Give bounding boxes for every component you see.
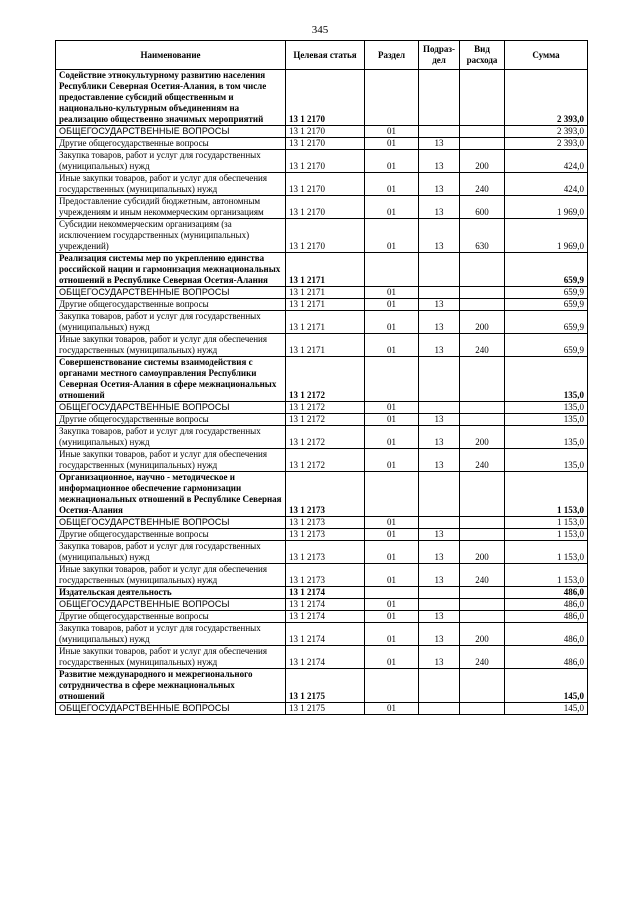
row-name-cell: Организационное, научно - методическое и информационное обеспечение гармонизации межнациональных отношений в Республике Северная Осетия-Алания	[56, 472, 286, 517]
row-code-cell: 13 1 2174	[286, 587, 365, 599]
row-subsection-cell	[419, 402, 460, 414]
budget-table	[55, 40, 588, 715]
row-expense-type-cell: 240	[460, 646, 505, 669]
row-sum-cell: 424,0	[505, 173, 588, 196]
row-expense-type-cell	[460, 472, 505, 517]
row-sum-cell: 486,0	[505, 599, 588, 611]
row-subsection-cell: 13	[419, 611, 460, 623]
row-name-cell: Иные закупки товаров, работ и услуг для обеспечения государственных (муниципальных) нужд	[56, 173, 286, 196]
row-expense-type-cell	[460, 669, 505, 703]
row-subsection-cell: 13	[419, 138, 460, 150]
table-row	[56, 70, 588, 126]
row-subsection-cell	[419, 287, 460, 299]
table-row	[56, 311, 588, 334]
table-row	[56, 541, 588, 564]
row-expense-type-cell: 240	[460, 564, 505, 587]
row-name-cell: Реализация системы мер по укреплению единства российской нации и гармонизация межнациональных отношений в Республике Северная Осетия-Алания	[56, 253, 286, 287]
table-row	[56, 472, 588, 517]
row-code-cell: 13 1 2170	[286, 219, 365, 253]
row-section-cell	[365, 472, 419, 517]
row-sum-cell: 1 153,0	[505, 541, 588, 564]
row-name-cell: Развитие международного и межрегионального сотрудничества в сфере межнациональных отношений	[56, 669, 286, 703]
row-sum-cell: 1 153,0	[505, 564, 588, 587]
row-expense-type-cell: 200	[460, 623, 505, 646]
row-section-cell: 01	[365, 564, 419, 587]
row-section-cell: 01	[365, 126, 419, 138]
row-name-cell: Издательская деятельность	[56, 587, 286, 599]
row-code-cell: 13 1 2171	[286, 334, 365, 357]
row-subsection-cell: 13	[419, 150, 460, 173]
row-code-cell: 13 1 2170	[286, 196, 365, 219]
row-expense-type-cell: 200	[460, 426, 505, 449]
table-row	[56, 138, 588, 150]
row-name-cell: Совершенствование системы взаимодействия с органами местного самоуправления Республики Северная Осетия-Алания в сфере межнациональных отношений	[56, 357, 286, 402]
row-sum-cell: 135,0	[505, 426, 588, 449]
row-section-cell: 01	[365, 299, 419, 311]
row-code-cell: 13 1 2173	[286, 517, 365, 529]
table-row	[56, 253, 588, 287]
row-name-cell: ОБЩЕГОСУДАРСТВЕННЫЕ ВОПРОСЫ	[56, 599, 286, 611]
row-expense-type-cell: 240	[460, 334, 505, 357]
table-row	[56, 517, 588, 529]
row-code-cell: 13 1 2170	[286, 126, 365, 138]
row-section-cell: 01	[365, 414, 419, 426]
row-code-cell: 13 1 2171	[286, 253, 365, 287]
row-expense-type-cell: 630	[460, 219, 505, 253]
row-section-cell: 01	[365, 426, 419, 449]
row-subsection-cell: 13	[419, 541, 460, 564]
row-sum-cell: 135,0	[505, 449, 588, 472]
row-sum-cell: 1 153,0	[505, 529, 588, 541]
table-row	[56, 126, 588, 138]
row-expense-type-cell: 600	[460, 196, 505, 219]
row-subsection-cell: 13	[419, 219, 460, 253]
row-section-cell: 01	[365, 196, 419, 219]
row-code-cell: 13 1 2171	[286, 299, 365, 311]
row-sum-cell: 659,9	[505, 299, 588, 311]
row-subsection-cell	[419, 253, 460, 287]
table-row	[56, 599, 588, 611]
row-name-cell: Закупка товаров, работ и услуг для государственных (муниципальных) нужд	[56, 541, 286, 564]
table-body	[56, 70, 588, 715]
row-section-cell: 01	[365, 646, 419, 669]
row-subsection-cell: 13	[419, 414, 460, 426]
row-name-cell: ОБЩЕГОСУДАРСТВЕННЫЕ ВОПРОСЫ	[56, 517, 286, 529]
row-subsection-cell	[419, 472, 460, 517]
table-row	[56, 587, 588, 599]
row-code-cell: 13 1 2170	[286, 138, 365, 150]
row-sum-cell: 135,0	[505, 402, 588, 414]
row-expense-type-cell	[460, 517, 505, 529]
table-row	[56, 357, 588, 402]
row-code-cell: 13 1 2170	[286, 150, 365, 173]
row-subsection-cell: 13	[419, 173, 460, 196]
table-row	[56, 529, 588, 541]
row-subsection-cell: 13	[419, 623, 460, 646]
row-sum-cell: 145,0	[505, 703, 588, 715]
row-expense-type-cell	[460, 70, 505, 126]
row-subsection-cell: 13	[419, 334, 460, 357]
table-row	[56, 334, 588, 357]
row-name-cell: ОБЩЕГОСУДАРСТВЕННЫЕ ВОПРОСЫ	[56, 126, 286, 138]
table-row	[56, 611, 588, 623]
row-expense-type-cell	[460, 253, 505, 287]
row-name-cell: Иные закупки товаров, работ и услуг для обеспечения государственных (муниципальных) нужд	[56, 449, 286, 472]
row-code-cell: 13 1 2173	[286, 541, 365, 564]
row-sum-cell: 659,9	[505, 334, 588, 357]
row-name-cell: Иные закупки товаров, работ и услуг для обеспечения государственных (муниципальных) нужд	[56, 646, 286, 669]
row-name-cell: Другие общегосударственные вопросы	[56, 529, 286, 541]
header-name: Наименование	[56, 41, 286, 70]
row-subsection-cell: 13	[419, 299, 460, 311]
table-header-row	[56, 41, 588, 70]
table-row	[56, 564, 588, 587]
row-subsection-cell	[419, 357, 460, 402]
row-section-cell: 01	[365, 311, 419, 334]
table-row	[56, 219, 588, 253]
row-sum-cell: 486,0	[505, 587, 588, 599]
table-row	[56, 669, 588, 703]
row-sum-cell: 659,9	[505, 287, 588, 299]
header-sum: Сумма	[505, 41, 588, 70]
row-section-cell	[365, 669, 419, 703]
table-row	[56, 287, 588, 299]
row-expense-type-cell	[460, 599, 505, 611]
row-subsection-cell: 13	[419, 529, 460, 541]
row-name-cell: Субсидии некоммерческим организациям (за исключением государственных (муниципальных) учреждений)	[56, 219, 286, 253]
row-section-cell: 01	[365, 449, 419, 472]
row-name-cell: Иные закупки товаров, работ и услуг для обеспечения государственных (муниципальных) нужд	[56, 334, 286, 357]
row-code-cell: 13 1 2172	[286, 426, 365, 449]
header-subsection: Подраз- дел	[419, 41, 460, 70]
row-code-cell: 13 1 2174	[286, 646, 365, 669]
row-sum-cell: 659,9	[505, 311, 588, 334]
row-subsection-cell	[419, 126, 460, 138]
row-name-cell: Другие общегосударственные вопросы	[56, 414, 286, 426]
row-code-cell: 13 1 2172	[286, 449, 365, 472]
row-sum-cell: 2 393,0	[505, 126, 588, 138]
table-row	[56, 196, 588, 219]
row-expense-type-cell	[460, 703, 505, 715]
row-sum-cell: 135,0	[505, 414, 588, 426]
row-name-cell: Другие общегосударственные вопросы	[56, 138, 286, 150]
row-sum-cell: 2 393,0	[505, 70, 588, 126]
row-expense-type-cell	[460, 402, 505, 414]
row-section-cell: 01	[365, 150, 419, 173]
row-name-cell: ОБЩЕГОСУДАРСТВЕННЫЕ ВОПРОСЫ	[56, 287, 286, 299]
row-subsection-cell: 13	[419, 196, 460, 219]
row-expense-type-cell	[460, 287, 505, 299]
table-row	[56, 703, 588, 715]
row-name-cell: Другие общегосударственные вопросы	[56, 299, 286, 311]
row-sum-cell: 486,0	[505, 611, 588, 623]
header-code: Целевая статья	[286, 41, 365, 70]
row-subsection-cell: 13	[419, 426, 460, 449]
row-expense-type-cell: 200	[460, 311, 505, 334]
row-expense-type-cell	[460, 299, 505, 311]
row-section-cell: 01	[365, 623, 419, 646]
row-expense-type-cell: 200	[460, 541, 505, 564]
row-section-cell: 01	[365, 599, 419, 611]
row-section-cell	[365, 253, 419, 287]
row-section-cell: 01	[365, 173, 419, 196]
row-subsection-cell: 13	[419, 564, 460, 587]
row-expense-type-cell	[460, 138, 505, 150]
table-row	[56, 646, 588, 669]
row-expense-type-cell	[460, 357, 505, 402]
table-row	[56, 299, 588, 311]
row-sum-cell: 659,9	[505, 253, 588, 287]
row-sum-cell: 1 969,0	[505, 196, 588, 219]
row-expense-type-cell	[460, 587, 505, 599]
header-section: Раздел	[365, 41, 419, 70]
row-name-cell: Закупка товаров, работ и услуг для государственных (муниципальных) нужд	[56, 150, 286, 173]
row-section-cell: 01	[365, 219, 419, 253]
table-row	[56, 449, 588, 472]
row-section-cell	[365, 357, 419, 402]
row-section-cell: 01	[365, 402, 419, 414]
table-row	[56, 402, 588, 414]
row-name-cell: ОБЩЕГОСУДАРСТВЕННЫЕ ВОПРОСЫ	[56, 402, 286, 414]
row-code-cell: 13 1 2173	[286, 564, 365, 587]
row-section-cell: 01	[365, 703, 419, 715]
row-subsection-cell	[419, 70, 460, 126]
row-section-cell	[365, 587, 419, 599]
row-section-cell: 01	[365, 529, 419, 541]
row-name-cell: Иные закупки товаров, работ и услуг для обеспечения государственных (муниципальных) нужд	[56, 564, 286, 587]
row-expense-type-cell	[460, 126, 505, 138]
row-sum-cell: 1 153,0	[505, 472, 588, 517]
row-section-cell: 01	[365, 517, 419, 529]
row-code-cell: 13 1 2174	[286, 611, 365, 623]
header-expense-type: Вид расхода	[460, 41, 505, 70]
row-sum-cell: 1 153,0	[505, 517, 588, 529]
row-subsection-cell: 13	[419, 646, 460, 669]
row-expense-type-cell	[460, 414, 505, 426]
row-code-cell: 13 1 2171	[286, 287, 365, 299]
row-subsection-cell	[419, 669, 460, 703]
row-section-cell: 01	[365, 541, 419, 564]
page-number: 345	[311, 24, 329, 36]
row-name-cell: Закупка товаров, работ и услуг для государственных (муниципальных) нужд	[56, 623, 286, 646]
row-section-cell: 01	[365, 611, 419, 623]
row-name-cell: Закупка товаров, работ и услуг для государственных (муниципальных) нужд	[56, 426, 286, 449]
row-code-cell: 13 1 2170	[286, 173, 365, 196]
row-subsection-cell: 13	[419, 311, 460, 334]
row-code-cell: 13 1 2172	[286, 414, 365, 426]
row-section-cell: 01	[365, 334, 419, 357]
row-expense-type-cell: 240	[460, 173, 505, 196]
row-code-cell: 13 1 2174	[286, 599, 365, 611]
row-code-cell: 13 1 2172	[286, 357, 365, 402]
row-code-cell: 13 1 2174	[286, 623, 365, 646]
row-sum-cell: 2 393,0	[505, 138, 588, 150]
row-code-cell: 13 1 2173	[286, 529, 365, 541]
row-name-cell: Другие общегосударственные вопросы	[56, 611, 286, 623]
row-code-cell: 13 1 2171	[286, 311, 365, 334]
row-code-cell: 13 1 2173	[286, 472, 365, 517]
row-sum-cell: 486,0	[505, 623, 588, 646]
row-name-cell: Предоставление субсидий бюджетным, автономным учреждениям и иным некоммерческим организациям	[56, 196, 286, 219]
row-sum-cell: 424,0	[505, 150, 588, 173]
row-subsection-cell	[419, 703, 460, 715]
row-subsection-cell	[419, 587, 460, 599]
row-section-cell: 01	[365, 138, 419, 150]
table-row	[56, 414, 588, 426]
row-section-cell: 01	[365, 287, 419, 299]
row-sum-cell: 486,0	[505, 646, 588, 669]
table-row	[56, 173, 588, 196]
row-code-cell: 13 1 2175	[286, 703, 365, 715]
row-code-cell: 13 1 2172	[286, 402, 365, 414]
table-row	[56, 623, 588, 646]
row-name-cell: Закупка товаров, работ и услуг для государственных (муниципальных) нужд	[56, 311, 286, 334]
table-row	[56, 426, 588, 449]
row-expense-type-cell	[460, 529, 505, 541]
row-sum-cell: 1 969,0	[505, 219, 588, 253]
row-expense-type-cell: 240	[460, 449, 505, 472]
row-expense-type-cell: 200	[460, 150, 505, 173]
table-row	[56, 150, 588, 173]
row-subsection-cell: 13	[419, 449, 460, 472]
row-expense-type-cell	[460, 611, 505, 623]
row-code-cell: 13 1 2175	[286, 669, 365, 703]
row-code-cell: 13 1 2170	[286, 70, 365, 126]
row-name-cell: Содействие этнокультурному развитию населения Республики Северная Осетия-Алания, в том числе предоставление субсидий общественным и национально-культурным объединениям на реализацию общественно значимых мероприятий	[56, 70, 286, 126]
row-name-cell: ОБЩЕГОСУДАРСТВЕННЫЕ ВОПРОСЫ	[56, 703, 286, 715]
row-sum-cell: 135,0	[505, 357, 588, 402]
row-subsection-cell	[419, 517, 460, 529]
row-section-cell	[365, 70, 419, 126]
row-subsection-cell	[419, 599, 460, 611]
row-sum-cell: 145,0	[505, 669, 588, 703]
